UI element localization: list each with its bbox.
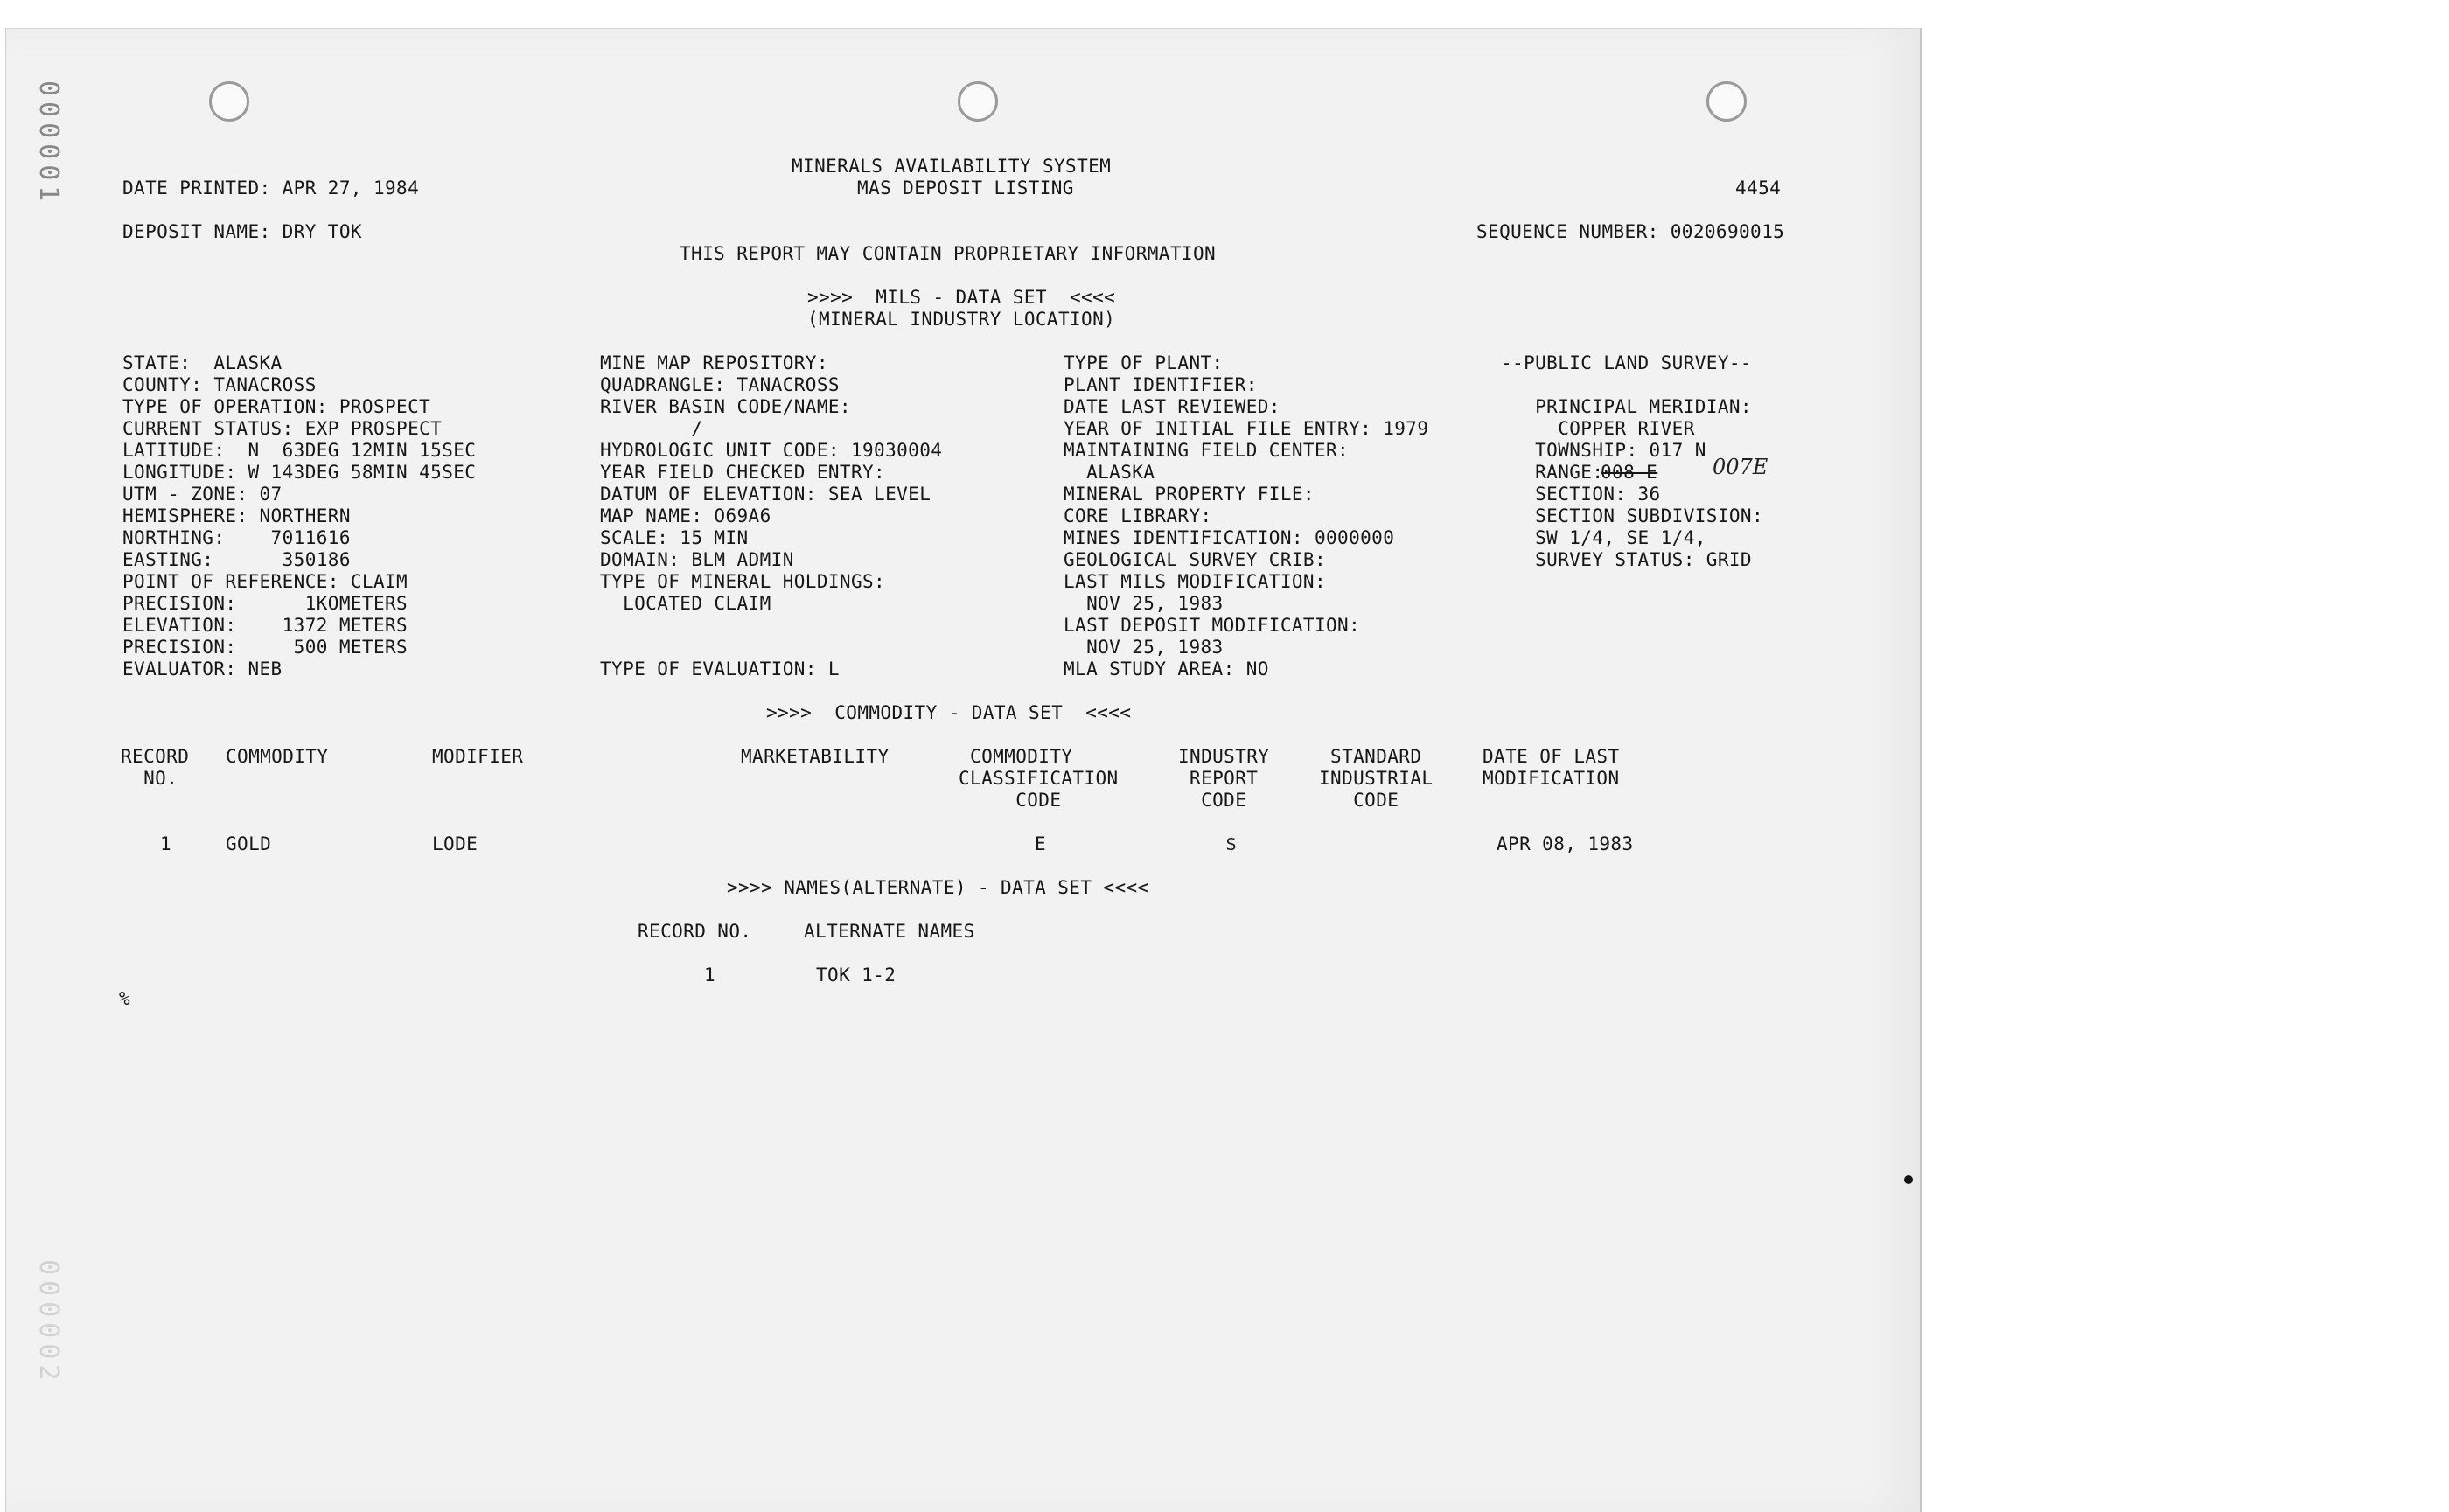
mils-field: CORE LIBRARY: — [1064, 505, 1212, 526]
page-number: 4454 — [1735, 178, 1782, 199]
mils-field: --PUBLIC LAND SURVEY-- — [1501, 352, 1752, 373]
mils-field: TYPE OF EVALUATION: L — [600, 658, 840, 679]
col-header-commodity: COMMODITY — [226, 746, 329, 767]
listing-title: MAS DEPOSIT LISTING — [857, 178, 1074, 199]
mils-field: MINES IDENTIFICATION: 0000000 — [1064, 527, 1395, 548]
range-handwritten-value: 007E — [1713, 455, 1769, 479]
mils-field: NOV 25, 1983 — [1064, 593, 1224, 614]
right-margin — [1921, 0, 2449, 1511]
mils-field: QUADRANGLE: TANACROSS — [600, 374, 840, 395]
mils-field: MLA STUDY AREA: NO — [1064, 658, 1269, 679]
end-marker: % — [119, 988, 131, 1009]
mils-field: SCALE: 15 MIN — [600, 527, 749, 548]
names-row-name: TOK 1-2 — [816, 965, 897, 986]
system-title: MINERALS AVAILABILITY SYSTEM — [792, 156, 1112, 177]
mils-field: STATE: ALASKA — [122, 352, 283, 373]
mils-subheading: (MINERAL INDUSTRY LOCATION) — [807, 309, 1116, 330]
deposit-name: DEPOSIT NAME: DRY TOK — [122, 221, 362, 242]
names-col-record-no: RECORD NO. — [638, 921, 752, 942]
mils-field: LOCATED CLAIM — [600, 593, 771, 614]
mils-field: HYDROLOGIC UNIT CODE: 19030004 — [600, 440, 943, 461]
mils-field: NOV 25, 1983 — [1064, 637, 1224, 658]
mils-field: EASTING: 350186 — [122, 549, 351, 570]
date-printed: DATE PRINTED: APR 27, 1984 — [122, 178, 420, 199]
ink-speck — [1904, 1175, 1913, 1184]
mils-field: HEMISPHERE: NORTHERN — [122, 505, 351, 526]
col-header-date-of-last-mod: DATE OF LAST MODIFICATION — [1483, 746, 1620, 789]
mils-field: ELEVATION: 1372 METERS — [122, 615, 408, 636]
mils-field: NORTHING: 7011616 — [122, 527, 351, 548]
edge-stamp-top: 000001 — [33, 80, 64, 207]
mils-field: EVALUATOR: NEB — [122, 658, 283, 679]
mils-field: DATE LAST REVIEWED: — [1064, 396, 1280, 417]
mils-field: DOMAIN: BLM ADMIN — [600, 549, 794, 570]
punch-hole-right — [1706, 81, 1747, 122]
edge-stamp-bottom: 000002 — [33, 1259, 64, 1386]
cell-commodity: GOLD — [226, 833, 272, 854]
mils-field: LAST DEPOSIT MODIFICATION: — [1064, 615, 1361, 636]
mils-field: RIVER BASIN CODE/NAME: — [600, 396, 851, 417]
mils-field: SECTION: 36 — [1501, 484, 1661, 505]
punch-hole-left — [209, 81, 249, 122]
names-row-record-no: 1 — [704, 965, 716, 986]
cell-date-of-last-mod: APR 08, 1983 — [1497, 833, 1634, 854]
mils-field: RANGE: — [1501, 462, 1615, 483]
cell-record-no: 1 — [160, 833, 172, 854]
punch-hole-center — [958, 81, 998, 122]
mils-field: PLANT IDENTIFIER: — [1064, 374, 1258, 395]
col-header-standard-industrial: STANDARD INDUSTRIAL CODE — [1319, 746, 1434, 811]
mils-field: TYPE OF MINERAL HOLDINGS: — [600, 571, 886, 592]
mils-heading: >>>> MILS - DATA SET <<<< — [807, 287, 1116, 308]
mils-field: DATUM OF ELEVATION: SEA LEVEL — [600, 484, 931, 505]
proprietary-notice: THIS REPORT MAY CONTAIN PROPRIETARY INFORMATION — [680, 243, 1217, 264]
mils-field: PRECISION: 1KOMETERS — [122, 593, 408, 614]
mils-field: MAP NAME: O69A6 — [600, 505, 771, 526]
mils-field: LAST MILS MODIFICATION: — [1064, 571, 1326, 592]
mils-field: GEOLOGICAL SURVEY CRIB: — [1064, 549, 1326, 570]
names-col-alternate-names: ALTERNATE NAMES — [804, 921, 975, 942]
mils-field: YEAR OF INITIAL FILE ENTRY: 1979 — [1064, 418, 1429, 439]
cell-classification: E — [1035, 833, 1047, 854]
col-header-marketability: MARKETABILITY — [741, 746, 890, 767]
sequence-number: SEQUENCE NUMBER: 0020690015 — [1476, 221, 1785, 242]
mils-field: ALASKA — [1064, 462, 1155, 483]
cell-modifier: LODE — [432, 833, 478, 854]
mils-field: SW 1/4, SE 1/4, — [1501, 527, 1706, 548]
mils-field: SECTION SUBDIVISION: — [1501, 505, 1763, 526]
mils-field: MINE MAP REPOSITORY: — [600, 352, 828, 373]
mils-field: TOWNSHIP: 017 N — [1501, 440, 1706, 461]
col-header-modifier: MODIFIER — [432, 746, 524, 767]
mils-field: PRINCIPAL MERIDIAN: — [1501, 396, 1752, 417]
col-header-record-no: RECORD NO. — [121, 746, 190, 789]
mils-field: PRECISION: 500 METERS — [122, 637, 408, 658]
mils-field: MAINTAINING FIELD CENTER: — [1064, 440, 1350, 461]
range-struck-value: 008 E — [1601, 462, 1658, 483]
mils-field: MINERAL PROPERTY FILE: — [1064, 484, 1315, 505]
mils-field: UTM - ZONE: 07 — [122, 484, 283, 505]
mils-field: POINT OF REFERENCE: CLAIM — [122, 571, 408, 592]
col-header-classification: COMMODITY CLASSIFICATION CODE — [959, 746, 1119, 811]
mils-field: / — [600, 418, 703, 439]
commodity-heading: >>>> COMMODITY - DATA SET <<<< — [766, 702, 1132, 723]
mils-field: TYPE OF PLANT: — [1064, 352, 1224, 373]
mils-field: SURVEY STATUS: GRID — [1501, 549, 1752, 570]
cell-industry-report: $ — [1225, 833, 1238, 854]
mils-field: CURRENT STATUS: EXP PROSPECT — [122, 418, 443, 439]
mils-field: COUNTY: TANACROSS — [122, 374, 317, 395]
col-header-industry-report: INDUSTRY REPORT CODE — [1178, 746, 1270, 811]
mils-field: TYPE OF OPERATION: PROSPECT — [122, 396, 431, 417]
mils-field: LATITUDE: N 63DEG 12MIN 15SEC — [122, 440, 477, 461]
mils-field: YEAR FIELD CHECKED ENTRY: — [600, 462, 886, 483]
mils-field: LONGITUDE: W 143DEG 58MIN 45SEC — [122, 462, 477, 483]
mils-field: COPPER RIVER — [1501, 418, 1695, 439]
names-heading: >>>> NAMES(ALTERNATE) - DATA SET <<<< — [727, 877, 1149, 898]
